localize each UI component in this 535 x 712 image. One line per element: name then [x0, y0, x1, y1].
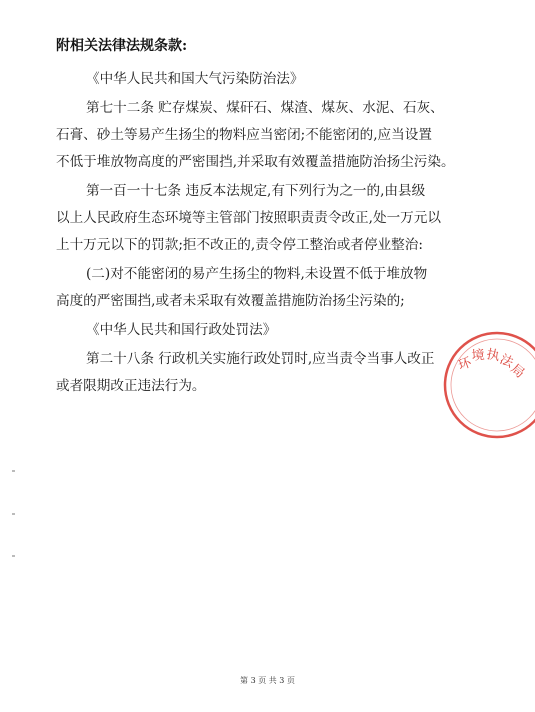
svg-text:法: 法 [497, 352, 516, 372]
section-heading: 附相关法律法规条款: [56, 38, 188, 54]
page-number-footer: 第 3 页 共 3 页 [240, 676, 295, 685]
official-seal-stamp [442, 330, 535, 440]
svg-text:执: 执 [485, 347, 501, 365]
article-117-line-3: 上十万元以下的罚款;拒不改正的,责令停工整治或者停业整治: [56, 237, 423, 253]
svg-text:环: 环 [456, 355, 474, 374]
article-117-line-2: 以上人民政府生态环境等主管部门按照职责责令改正,处一万元以 [56, 210, 441, 226]
article-72-line-2: 石膏、砂土等易产生扬尘的物料应当密闭;不能密闭的,应当设置 [56, 127, 432, 143]
margin-mark [12, 470, 15, 472]
article-28-line-2: 或者限期改正违法行为。 [56, 378, 206, 394]
article-28-line-1: 第二十八条 行政机关实施行政处罚时,应当责令当事人改正 [86, 351, 435, 367]
article-117-line-1: 第一百一十七条 违反本法规定,有下列行为之一的,由县级 [86, 183, 426, 199]
article-72-line-3: 不低于堆放物高度的严密围挡,并采取有效覆盖措施防治扬尘污染。 [56, 154, 455, 170]
law-title-air-pollution: 《中华人民共和国大气污染防治法》 [86, 71, 304, 87]
clause-2-line-2: 高度的严密围挡,或者未采取有效覆盖措施防治扬尘污染的; [56, 293, 405, 309]
svg-text:局: 局 [507, 361, 528, 382]
law-title-administrative-penalty: 《中华人民共和国行政处罚法》 [86, 322, 277, 338]
seal-icon [442, 330, 535, 440]
article-72-line-1: 第七十二条 贮存煤炭、煤矸石、煤渣、煤灰、水泥、石灰、 [86, 100, 444, 116]
svg-text:境: 境 [471, 347, 486, 364]
margin-mark [12, 513, 15, 515]
clause-2-line-1: (二)对不能密闭的易产生扬尘的物料,未设置不低于堆放物 [86, 266, 428, 282]
margin-mark [12, 555, 15, 557]
